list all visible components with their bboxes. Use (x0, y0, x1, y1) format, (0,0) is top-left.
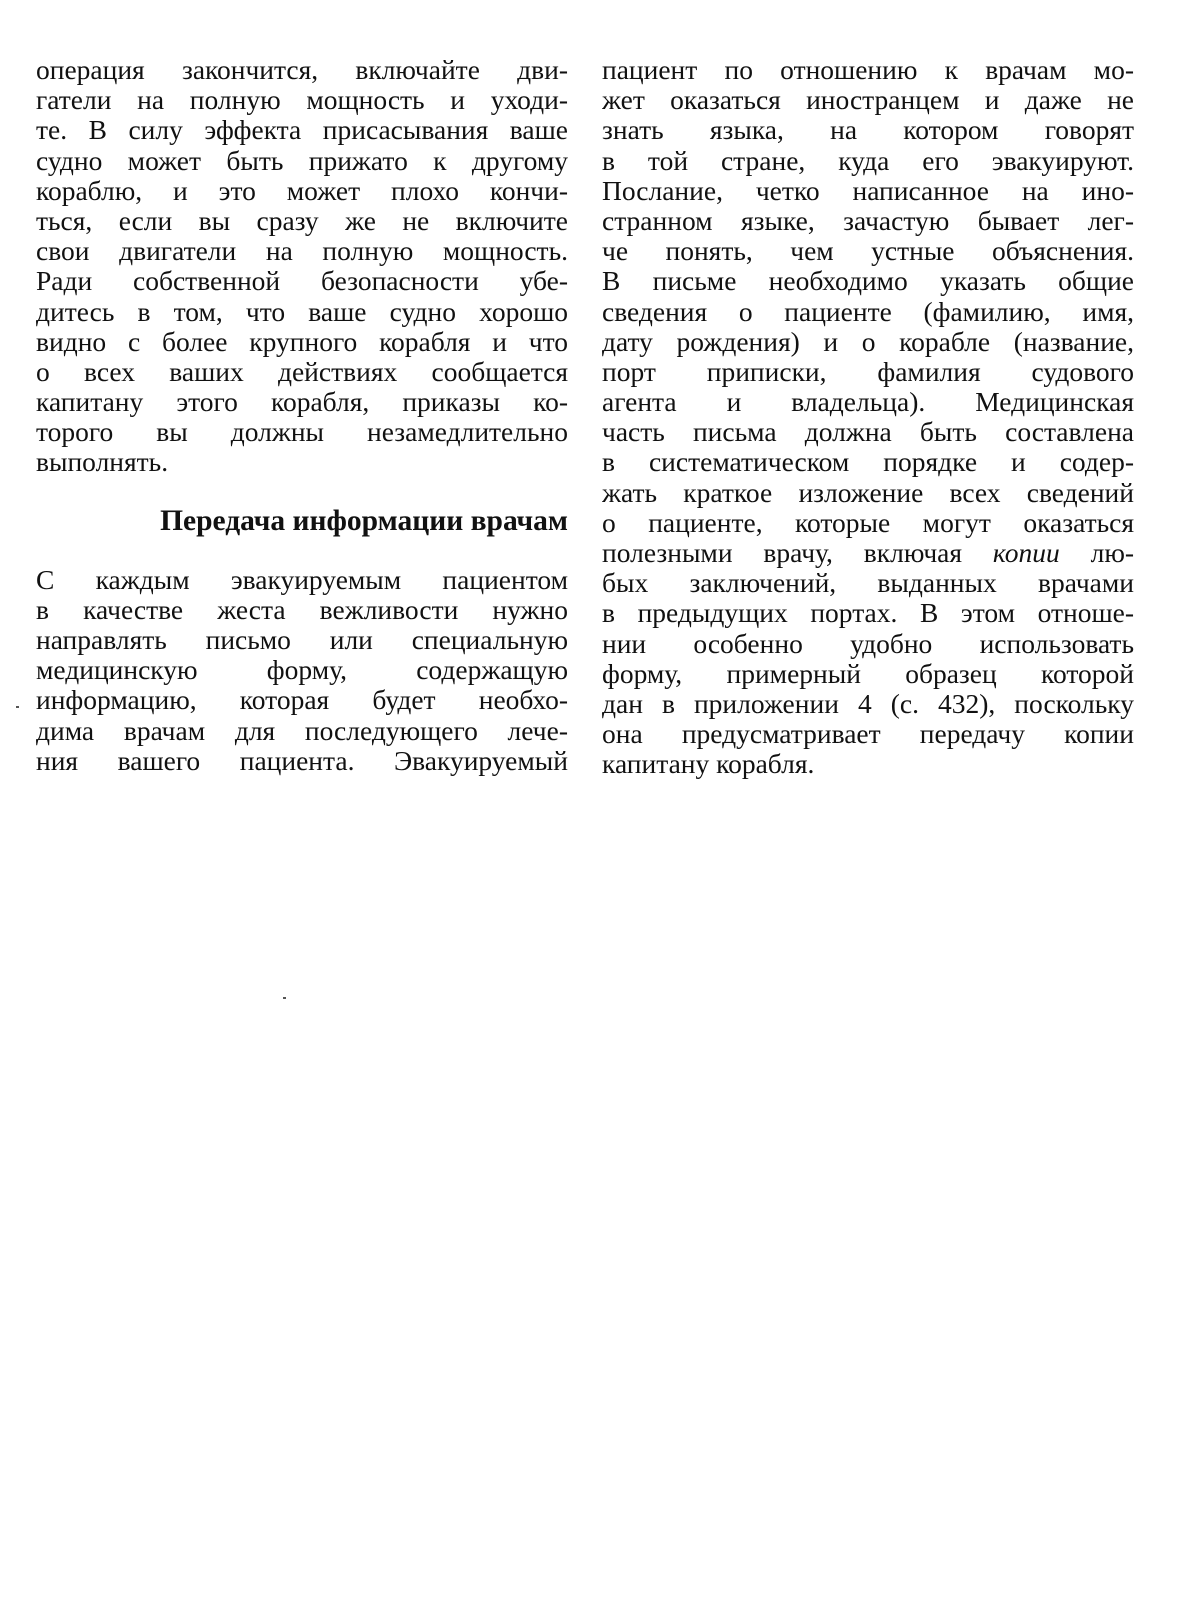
text-line: видно с более крупного корабля и что (36, 326, 568, 357)
text-line: часть письма должна быть составлена (602, 417, 1134, 448)
left-column (36, 55, 568, 776)
text-line: форму, примерный образец которой (602, 658, 1134, 689)
text-line: дитесь в том, что ваше судно хорошо (36, 296, 568, 327)
scan-speck (16, 706, 19, 708)
text-line: капитану этого корабля, приказы ко- (36, 387, 568, 418)
paragraph-evasion (36, 55, 568, 478)
text-line: операция закончится, включайте дви- (36, 55, 568, 85)
text-line: свои двигатели на полную мощность. (36, 236, 568, 267)
text-line: порт приписки, фамилия судового (602, 356, 1134, 387)
text-line: дату рождения) и о корабле (название, (602, 326, 1134, 357)
text-segment: лю- (1090, 538, 1134, 568)
text-line: в качестве жеста вежливости нужно (36, 594, 568, 625)
italic-word: копии (992, 538, 1060, 568)
text-line: С каждым эвакуируемым пациентом (36, 564, 568, 595)
right-column (602, 55, 1134, 780)
text-line: кораблю, и это может плохо кончи- (36, 175, 568, 206)
section-heading: Передача информации врачам (160, 504, 568, 537)
text-line: медицинскую форму, содержащую (36, 655, 568, 686)
text-segment: полезными врачу, включая (602, 538, 963, 568)
text-line: те. В силу эффекта присасывания ваше (36, 115, 568, 146)
text-line: Послание, четко написанное на ино- (602, 175, 1134, 206)
text-line: информацию, которая будет необхо- (36, 685, 568, 716)
text-line: жет оказаться иностранцем и даже не (602, 85, 1134, 116)
text-line: Ради собственной безопасности убе- (36, 266, 568, 297)
text-line: дан в приложении 4 (с. 432), поскольку (602, 688, 1134, 719)
text-line: капитану корабля. (602, 749, 815, 780)
paragraph-doctor-info (36, 565, 568, 776)
text-line: гатели на полную мощность и уходи- (36, 85, 568, 116)
text-line: сведения о пациенте (фамилию, имя, (602, 296, 1134, 327)
text-line: че понять, чем устные объяснения. (602, 236, 1134, 267)
text-line: нии особенно удобно использовать (602, 628, 1134, 659)
text-line: направлять письмо или специальную (36, 625, 568, 655)
text-line: в систематическом порядке и содер- (602, 447, 1134, 478)
text-line: ться, если вы сразу же не включите (36, 205, 568, 236)
paragraph-continuation (602, 55, 1134, 780)
text-line: дима врачам для последующего лече- (36, 715, 568, 746)
text-line: ния вашего пациента. Эвакуируемый (36, 745, 568, 776)
text-line: судно может быть прижато к другому (36, 145, 568, 176)
text-line: бых заключений, выданных врачами (602, 568, 1134, 599)
text-line: жать краткое изложение всех сведений (602, 477, 1134, 508)
scan-speck (283, 997, 286, 999)
text-line-with-italic (602, 538, 1134, 568)
text-line: агента и владельца). Медицинская (602, 387, 1134, 418)
text-line: странном языке, зачастую бывает лег- (602, 205, 1134, 236)
text-line: о всех ваших действиях сообщается (36, 356, 568, 387)
text-line: выполнять. (36, 447, 169, 478)
text-line: В письме необходимо указать общие (602, 266, 1134, 297)
text-line: торого вы должны незамедлительно (36, 417, 568, 448)
text-line: в той стране, куда его эвакуируют. (602, 145, 1134, 176)
text-line: пациент по отношению к врачам мо- (602, 55, 1134, 85)
text-line: в предыдущих портах. В этом отноше- (602, 598, 1134, 629)
text-line: о пациенте, которые могут оказаться (602, 507, 1134, 538)
text-line: знать языка, на котором говорят (602, 115, 1134, 146)
text-line: она предусматривает передачу копии (602, 719, 1134, 750)
